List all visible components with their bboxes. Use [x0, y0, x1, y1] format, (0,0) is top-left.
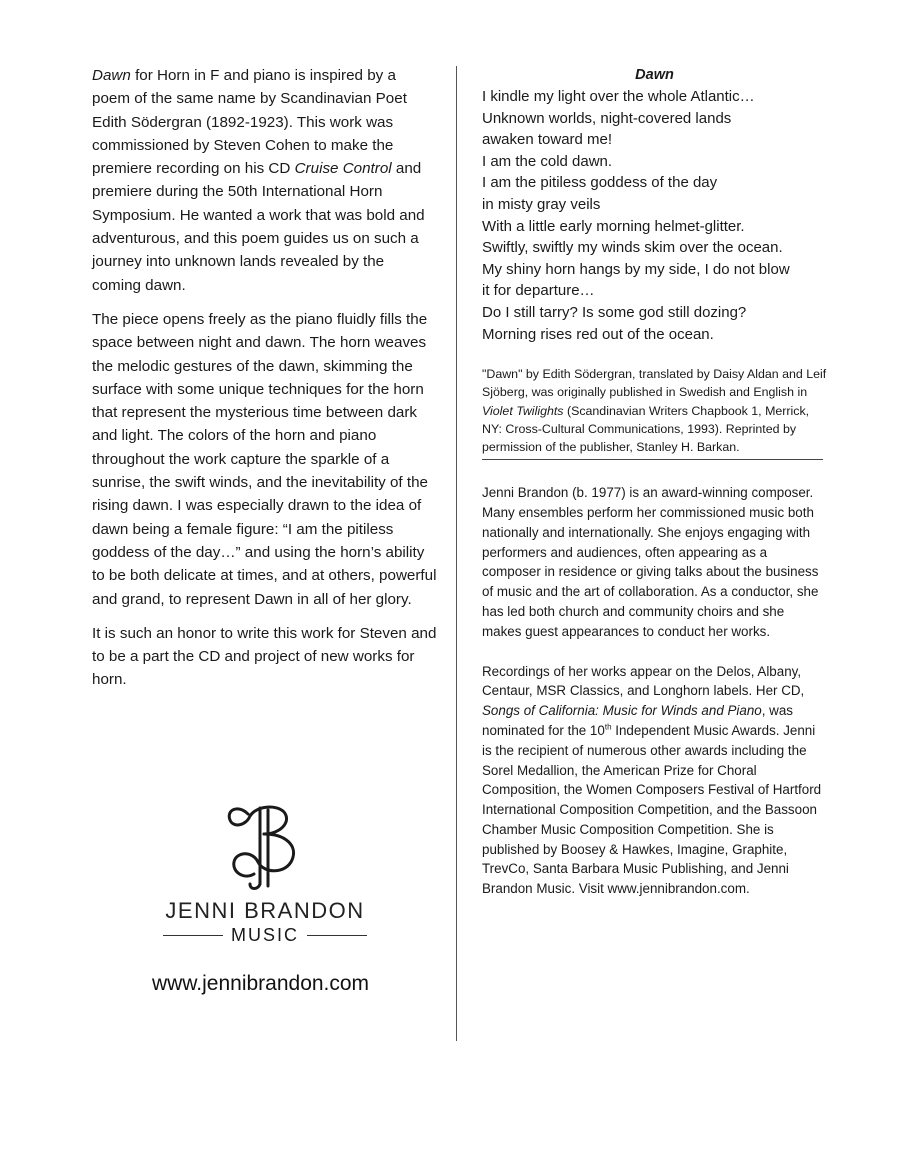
- work-title: Dawn: [92, 67, 131, 84]
- poem-line: Swiftly, swiftly my winds skim over the ocean.: [482, 239, 783, 257]
- poem-line: With a little early morning helmet-glitter.: [482, 217, 745, 235]
- logo-rule-right: [307, 935, 367, 936]
- cd-title: Cruise Control: [294, 160, 392, 178]
- poem-line: My shiny horn hangs by my side, I do not blow: [482, 260, 790, 278]
- credit-rule: [482, 459, 823, 460]
- poem-line: Unknown worlds, night-covered lands: [482, 109, 732, 127]
- poem-line: Morning rises red out of the ocean.: [482, 325, 714, 343]
- poem-line: Do I still tarry? Is some god still dozing?: [482, 303, 747, 321]
- program-note-paragraph-2: The piece opens freely as the piano fluidly fills the space between night and dawn. The horn weaves the melodic gestures of the dawn, skimming the surface with some unique techniques for the horn that represent the mysterious time between dark and light. The colors of the horn and piano throughout the work capture the sparkle of a sunrise, the swift winds, and the inevitability of the rising dawn. I was especially drawn to the idea of dawn being a female figure: “I am the pitiless goddess of the day…” and using the horn’s ability to be both delicate at times, and at others, powerful and grand, to represent Dawn in all of her glory.: [92, 310, 437, 608]
- treble-b-monogram-icon: [220, 800, 310, 892]
- poem-line: I am the pitiless goddess of the day: [482, 174, 718, 192]
- program-note-paragraph-1: Dawn for Horn in F and piano is inspired by a poem of the same name by Scandinavian Poet Edith Södergran (1892-1923). This work was commissioned by Steven Cohen to make the premiere recording on his CD Cruise Control and premiere during the 50th International Horn Symposium. He wanted a work that was bold and adventurous, and this poem guides us on such a journey into unknown lands revealed by the coming dawn.: [92, 67, 425, 294]
- poem-line: it for departure…: [482, 282, 595, 300]
- poem-credit: "Dawn" by Edith Södergran, translated by Daisy Aldan and Leif Sjöberg, was originally published in Swedish and English in Violet Twilights (Scandinavian Writers Chapbook 1, Merrick, NY: Cross-Cultural Communications, 1993). Reprinted by permission of the publisher, Stanley H. Barkan.: [482, 367, 827, 454]
- website-url[interactable]: www.jennibrandon.com: [151, 972, 370, 995]
- logo-rule-left: [163, 935, 223, 936]
- logo-name: JENNI BRANDON: [165, 898, 365, 923]
- poem-line: in misty gray veils: [482, 195, 601, 213]
- program-note-paragraph-3: It is such an honor to write this work for Steven and to be a part the CD and project of new works for horn.: [92, 624, 437, 689]
- right-column: [482, 64, 827, 919]
- composer-bio: [482, 483, 827, 899]
- poem-text: [482, 86, 827, 345]
- logo-subtitle: MUSIC: [150, 924, 380, 946]
- column-divider: [456, 66, 457, 1041]
- bio-paragraph-2: Recordings of her works appear on the Delos, Albany, Centaur, MSR Classics, and Longhorn labels. Her CD, Songs of California: Music for Winds and Piano, was nominated for the 10th Independent Music Awards. Jenni is the recipient of numerous other awards including the Sorel Medallion, the American Prize for Choral Composition, the Women Composers Festival of Hartford International Composition Competition, and the Bassoon Chamber Music Composition Competition. She is published by Boosey & Hawkes, Imagine, Graphite, TrevCo, Santa Barbara Music Publishing, and Jenni Brandon Music. Visit www.jennibrandon.com.: [482, 663, 822, 897]
- poem-line: I kindle my light over the whole Atlantic…: [482, 88, 755, 105]
- cd-title: Songs of California: Music for Winds and Piano: [482, 703, 762, 719]
- poem-line: I am the cold dawn.: [482, 152, 613, 170]
- brand-logo: [150, 800, 380, 946]
- bio-paragraph-1: Jenni Brandon (b. 1977) is an award-winning composer. Many ensembles perform her commissioned music both nationally and internationally. She enjoys engaging with performers and audiences, often appearing as a composer in residence or giving talks about the business of music and the art of collaboration. As a conductor, she has led both church and community choirs and she makes guest appearances to conduct her works.: [482, 485, 819, 639]
- book-title: Violet Twilights: [482, 403, 564, 418]
- poem-line: awaken toward me!: [482, 131, 613, 149]
- poem-title: Dawn: [635, 67, 674, 83]
- program-notes: [92, 64, 437, 703]
